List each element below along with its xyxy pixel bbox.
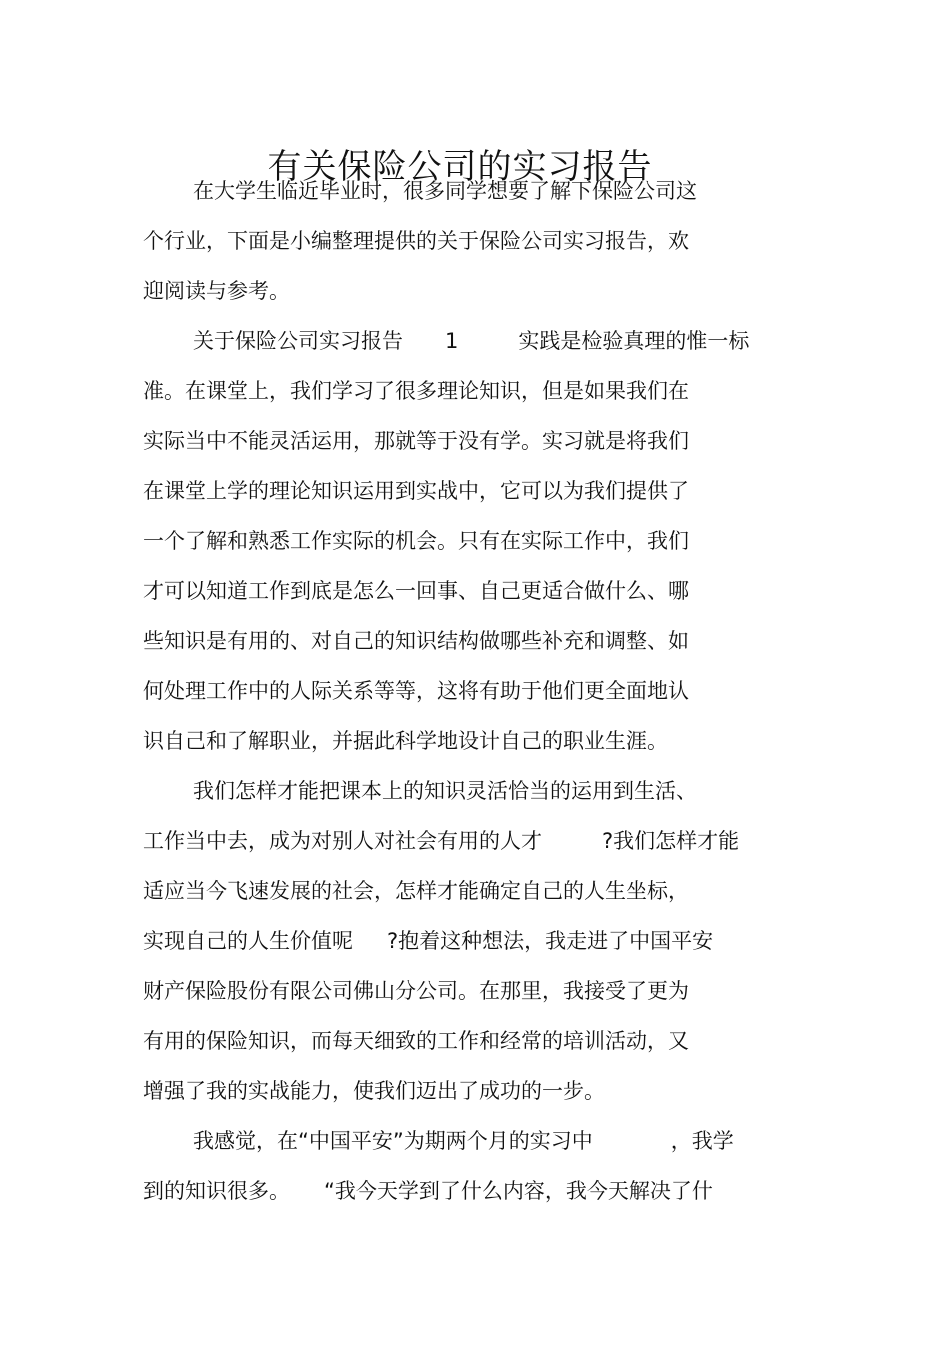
- text-line: 个行业，下面是小编整理提供的关于保险公司实习报告，欢: [143, 229, 689, 253]
- text-line: 适应当今飞速发展的社会，怎样才能确定自己的人生坐标，: [143, 879, 689, 903]
- section-number: 1: [445, 329, 459, 353]
- text-line: 关于保险公司实习报告 1 实践是检验真理的惟一标: [193, 329, 750, 353]
- text-line: 在课堂上学的理论知识运用到实战中，它可以为我们提供了: [143, 479, 689, 503]
- text-line: 增强了我的实战能力，使我们迈出了成功的一步。: [143, 1079, 605, 1103]
- text-line: 财产保险股份有限公司佛山分公司。在那里，我接受了更为: [143, 979, 689, 1003]
- text-line: 在大学生临近毕业时，很多同学想要了解下保险公司这: [193, 179, 697, 203]
- text-line: 工作当中去，成为对别人对社会有用的人才 ?我们怎样才能: [143, 829, 740, 853]
- document-title: 有关保险公司的实习报告: [267, 146, 653, 187]
- text-line: 些知识是有用的、对自己的知识结构做哪些补充和调整、如: [143, 629, 689, 653]
- text-line: 一个了解和熟悉工作实际的机会。只有在实际工作中，我们: [143, 529, 689, 553]
- section-heading: 关于保险公司实习报告: [193, 329, 403, 353]
- text-line: 我感觉，在“中国平安”为期两个月的实习中 ，我学: [193, 1129, 734, 1153]
- text-line: 实现自己的人生价值呢 ?抱着这种想法，我走进了中国平安: [143, 929, 714, 953]
- text-line: 识自己和了解职业，并据此科学地设计自己的职业生涯。: [143, 729, 668, 753]
- text-line: 何处理工作中的人际关系等等，这将有助于他们更全面地认: [143, 679, 689, 703]
- text-line: 实际当中不能灵活运用，那就等于没有学。实习就是将我们: [143, 429, 689, 453]
- text-line: 到的知识很多。 “我今天学到了什么内容，我今天解决了什: [143, 1179, 713, 1203]
- text-line: 迎阅读与参考。: [143, 279, 290, 303]
- text-line: 有用的保险知识，而每天细致的工作和经常的培训活动，又: [143, 1029, 689, 1053]
- text-line: 准。在课堂上，我们学习了很多理论知识，但是如果我们在: [143, 379, 689, 403]
- text-line: 才可以知道工作到底是怎么一回事、自己更适合做什么、哪: [143, 579, 689, 603]
- text-line: 我们怎样才能把课本上的知识灵活恰当的运用到生活、: [193, 779, 697, 803]
